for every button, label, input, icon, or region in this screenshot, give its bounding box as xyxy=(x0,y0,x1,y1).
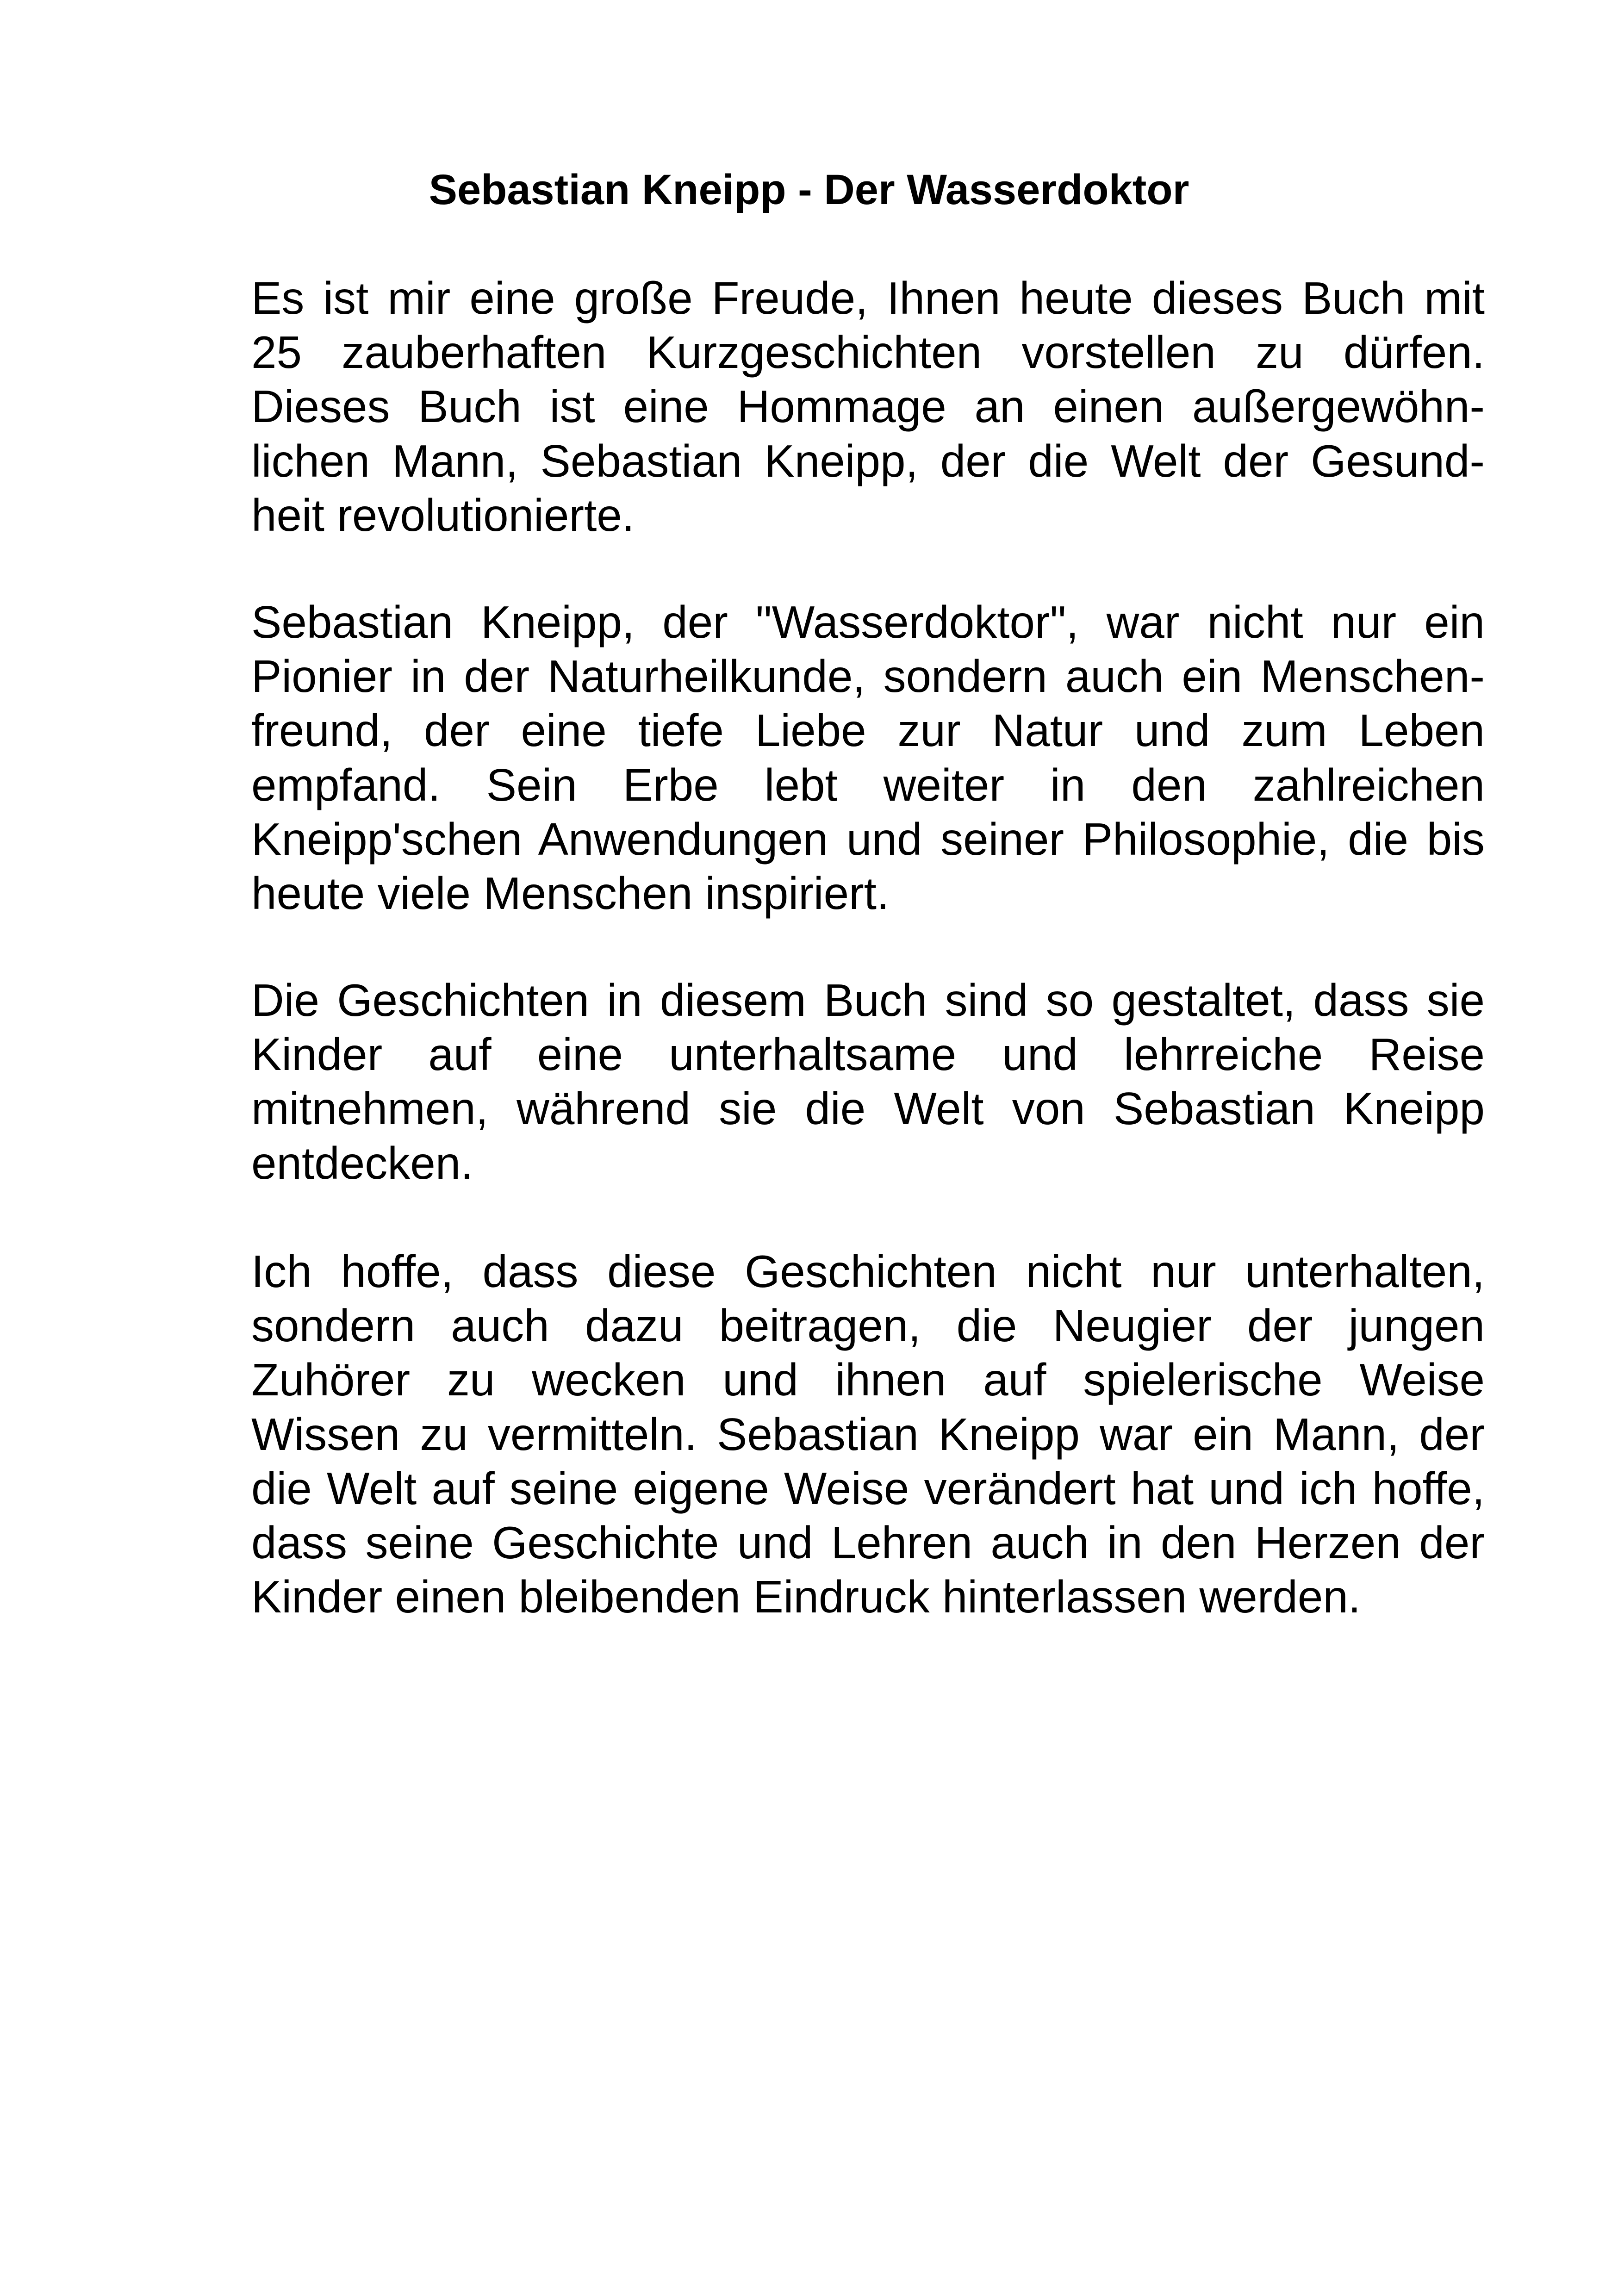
text-line: mitnehmen, während sie die Welt von Sebastian Kneipp xyxy=(251,1083,1485,1134)
text-line: heute viele Menschen inspiriert. xyxy=(251,867,890,919)
text-line: Es ist mir eine große Freude, Ihnen heute dieses Buch mit xyxy=(251,273,1485,324)
text-line: empfand. Sein Erbe lebt weiter in den zahlreichen xyxy=(251,759,1485,810)
paragraph-hope xyxy=(251,1244,1485,1624)
text-line: Zuhörer zu wecken und ihnen auf spielerische Weise xyxy=(251,1354,1485,1406)
text-line: Ich hoffe, dass diese Geschichten nicht nur unterhalten, xyxy=(251,1246,1485,1297)
text-line: die Welt auf seine eigene Weise verändert hat und ich hoffe, xyxy=(251,1462,1485,1514)
text-line: Kinder einen bleibenden Eindruck hinterlassen werden. xyxy=(251,1571,1361,1623)
text-line: sondern auch dazu beitragen, die Neugier der jungen xyxy=(251,1300,1485,1351)
text-line: heit revolutionierte. xyxy=(251,489,635,541)
text-line: entdecken. xyxy=(251,1137,473,1188)
text-line: Dieses Buch ist eine Hommage an einen außergewöhn- xyxy=(251,381,1485,432)
text-line: Kneipp'schen Anwendungen und seiner Philosophie, die bis xyxy=(251,813,1485,865)
paragraph-biography xyxy=(251,595,1485,921)
text-line: dass seine Geschichte und Lehren auch in den Herzen der xyxy=(251,1517,1485,1568)
text-line: Pionier in der Naturheilkunde, sondern auch ein Menschen- xyxy=(251,651,1485,702)
text-line: Wissen zu vermitteln. Sebastian Kneipp war ein Mann, der xyxy=(251,1408,1485,1460)
text-line: lichen Mann, Sebastian Kneipp, der die Welt der Gesund- xyxy=(251,435,1485,486)
page-title: Sebastian Kneipp - Der Wasserdoktor xyxy=(429,166,1189,213)
text-line: freund, der eine tiefe Liebe zur Natur und zum Leben xyxy=(251,705,1485,756)
paragraph-stories xyxy=(251,973,1485,1190)
text-line: Sebastian Kneipp, der "Wasserdoktor", war nicht nur ein xyxy=(251,597,1485,647)
text-line: Kinder auf eine unterhaltsame und lehrreiche Reise xyxy=(251,1029,1485,1080)
paragraph-introduction xyxy=(251,271,1485,542)
text-line: Die Geschichten in diesem Buch sind so gestaltet, dass sie xyxy=(251,975,1485,1026)
text-line: 25 zauberhaften Kurzgeschichten vorstellen zu dürfen. xyxy=(251,327,1485,378)
